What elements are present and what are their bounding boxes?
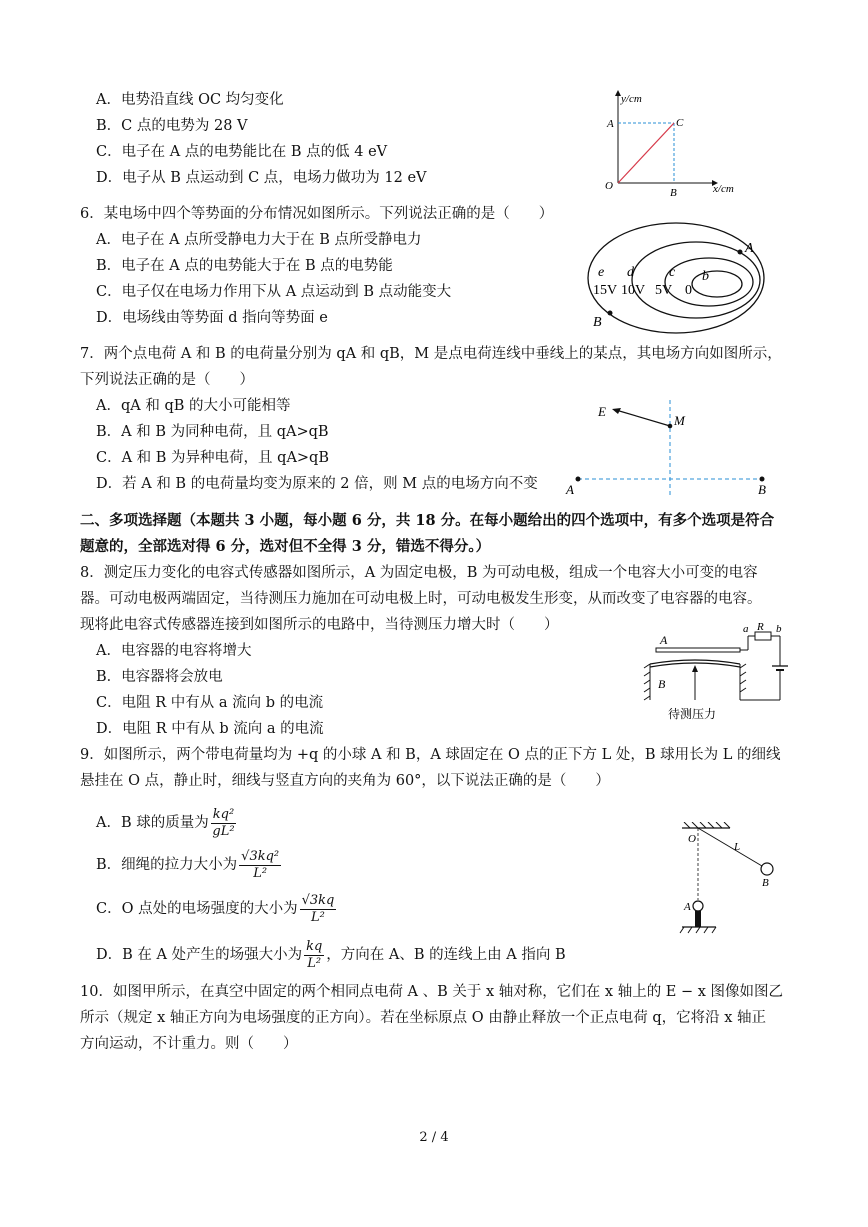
q8-stem-3: 现将此电容式传感器连接到如图所示的电路中，当待测压力增大时（ ） (80, 617, 559, 633)
svg-text:A: A (660, 633, 668, 647)
q7-figure (562, 398, 772, 498)
svg-text:O: O (688, 833, 696, 845)
svg-text:c: c (669, 265, 676, 280)
ball-a (693, 901, 703, 911)
q5-figure (585, 88, 745, 198)
q9-option-d-text: D．B 在 A 处产生的场强大小为 (96, 947, 303, 963)
q9-option-a-text: A．B 球的质量为 (96, 815, 209, 831)
svg-text:10V: 10V (621, 283, 646, 298)
q8-stem-2: 器。可动电极两端固定，当待测压力施加在可动电极上时，可动电极发生形变，从而改变了电容器的电容。 (80, 591, 762, 607)
q8-figure (640, 620, 800, 725)
q10-stem-3: 方向运动，不计重力。则（ ） (80, 1036, 298, 1052)
x-axis-label: x/cm (713, 183, 734, 195)
section-2-heading-line-2: 题意的，全部选对得 6 分，选对但不全得 3 分，错选不得分。） (80, 538, 491, 555)
svg-text:A: A (566, 482, 574, 497)
q6-option-a: A．电子在 A 点所受静电力大于在 B 点所受静电力 (96, 232, 422, 248)
svg-text:15V: 15V (593, 283, 618, 298)
q9-option-d: D．B 在 A 处产生的场强大小为 $\frac{kq}{\text{L²}}$ ，方向在 A、B 的连线上由 A 指向 B (96, 938, 566, 971)
svg-text:d: d (627, 265, 634, 280)
q10-stem-1: 10．如图甲所示，在真空中固定的两个相同点电荷 A 、B 关于 x 轴对称，它们在 x 轴上的 E − x 图像如图乙 (80, 984, 784, 1000)
q5-option-d: D．电子从 B 点运动到 C 点，电场力做功为 12 eV (96, 170, 427, 186)
point-a-label: A (607, 118, 614, 130)
q6-option-b: B．电子在 A 点的电势能大于在 B 点的电势能 (96, 258, 393, 274)
q7-option-d: D．若 A 和 B 的电荷量均变为原来的 2 倍，则 M 点的电场方向不变 (96, 476, 538, 492)
q9-stem-1: 9．如图所示，两个带电荷量均为 +q 的小球 A 和 B，A 球固定在 O 点的正下方 L 处，B 球用长为 L 的细线 (80, 747, 781, 763)
svg-text:5V: 5V (655, 283, 673, 298)
svg-text:e: e (598, 265, 605, 280)
q8-option-c: C．电阻 R 中有从 a 流向 b 的电流 (96, 695, 324, 711)
svg-text:0: 0 (685, 283, 692, 298)
q7-option-a: A．qA 和 qB 的大小可能相等 (96, 398, 291, 414)
q9-option-c: C．O 点处的电场强度的大小为 $\frac{√3kq}{\text{L²}}$ (96, 892, 335, 925)
q8-option-a: A．电容器的电容将增大 (96, 643, 252, 659)
q8-option-d: D．电阻 R 中有从 b 流向 a 的电流 (96, 721, 324, 737)
point-c-label: C (676, 117, 684, 129)
q8-option-b: B．电容器将会放电 (96, 669, 223, 685)
page-number: 2 / 4 (419, 1130, 449, 1145)
svg-text:L: L (734, 841, 741, 853)
svg-text:a: a (743, 623, 749, 635)
svg-text:B: B (593, 315, 602, 330)
svg-text:A: A (684, 901, 691, 913)
q7-option-c: C．A 和 B 为异种电荷，且 qA>qB (96, 450, 329, 466)
point-b (608, 311, 613, 316)
q9-stem-2: 悬挂在 O 点，静止时，细线与竖直方向的夹角为 60°，以下说法正确的是（ ） (80, 773, 610, 789)
q5-option-c: C．电子在 A 点的电势能比在 B 点的低 4 eV (96, 144, 388, 160)
q7-stem-2: 下列说法正确的是（ ） (80, 372, 254, 388)
svg-text:R: R (757, 621, 764, 633)
q9-option-b: B．细绳的拉力大小为 $\frac{\text{√3kq²}}{\text{L²}}$ (96, 848, 280, 881)
q5-option-a: A．电势沿直线 OC 均匀变化 (96, 92, 284, 108)
svg-text:A: A (745, 241, 754, 256)
q9-option-c-text: C．O 点处的电场强度的大小为 (96, 901, 298, 917)
point-a (738, 250, 743, 255)
q6-figure (585, 218, 775, 336)
q5-option-b: B．C 点的电势为 28 V (96, 118, 248, 134)
q6-option-c: C．电子仅在电场力作用下从 A 点运动到 B 点动能变大 (96, 284, 452, 300)
svg-text:b: b (776, 623, 782, 635)
q9-option-b-text: B．细绳的拉力大小为 (96, 857, 238, 873)
svg-text:B: B (762, 877, 769, 889)
svg-text:B: B (758, 482, 766, 497)
y-axis-label: y/cm (621, 93, 642, 105)
svg-text:b: b (702, 269, 709, 284)
oc-line (618, 123, 674, 183)
q6-stem: 6．某电场中四个等势面的分布情况如图所示。下列说法正确的是（ ） (80, 206, 554, 222)
origin-label: O (605, 180, 613, 192)
point-b-label: B (670, 187, 677, 198)
q8-stem-1: 8．测定压力变化的电容式传感器如图所示，A 为固定电极，B 为可动电极，组成一个电容大小可变的电容 (80, 565, 758, 581)
q7-stem-1: 7．两个点电荷 A 和 B 的电荷量分别为 qA 和 qB，M 是点电荷连线中垂线上的某点，其电场方向如图所示， (80, 346, 782, 362)
q10-stem-2: 所示（规定 x 轴正方向为电场强度的正方向）。若在坐标原点 O 由静止释放一个正点电荷 q，它将沿 x 轴正 (80, 1010, 767, 1026)
q9-option-d-tail: ，方向在 A、B 的连线上由 A 指向 B (326, 947, 566, 963)
ball-b (761, 863, 773, 875)
svg-text:B: B (658, 677, 666, 691)
svg-text:M: M (674, 413, 685, 428)
q6-option-d: D．电场线由等势面 d 指向等势面 e (96, 310, 328, 326)
q9-option-a: A．B 球的质量为 $\frac{\text{kq²}}{\text{gL²}}$ (96, 806, 235, 839)
section-2-heading-line-1: 二、多项选择题（本题共 3 小题，每小题 6 分，共 18 分。在每小题给出的四个选项中，有多个选项是符合 (80, 512, 775, 529)
svg-text:待测压力: 待测压力 (668, 707, 717, 721)
svg-text:E: E (598, 404, 606, 419)
q7-option-b: B．A 和 B 为同种电荷，且 qA>qB (96, 424, 329, 440)
q9-figure (670, 822, 790, 937)
